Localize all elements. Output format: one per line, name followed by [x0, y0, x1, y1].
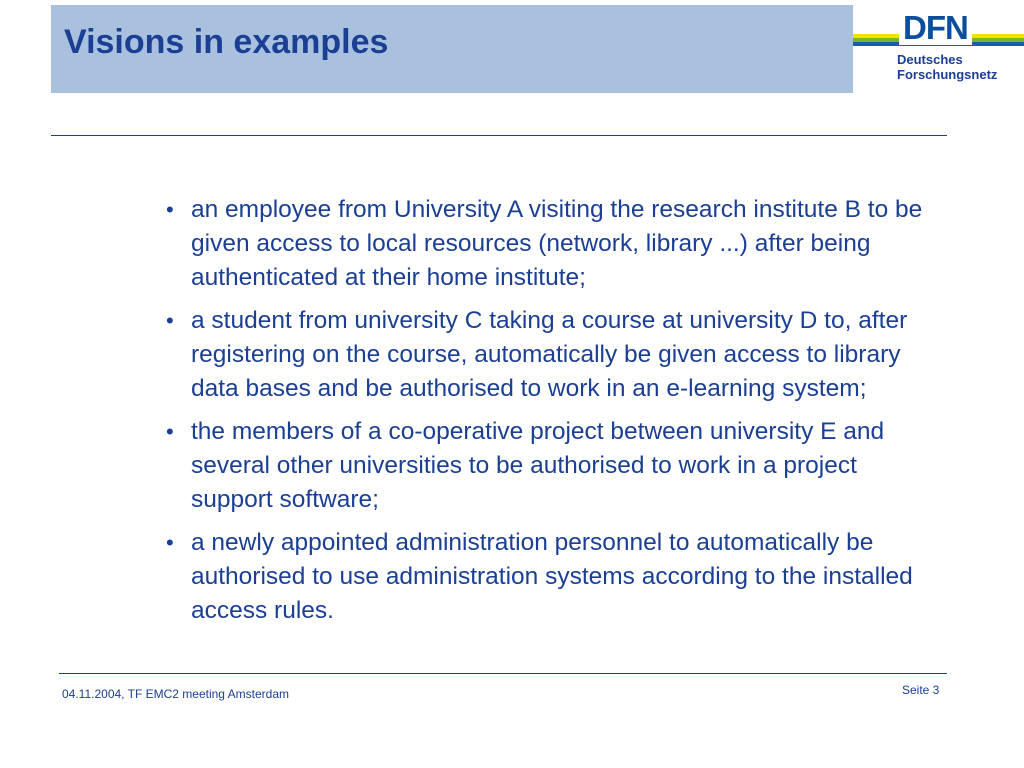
bullet-text: an employee from University A visiting the research institute B to be given access to local resources (network, library ...) after being authenticated at their home institute;: [191, 196, 923, 291]
header-divider: [51, 135, 947, 136]
bullet-marker: •: [166, 530, 174, 555]
bullet-item: [166, 415, 936, 517]
bullet-item: [166, 304, 936, 406]
footer-date-event: 04.11.2004, TF EMC2 meeting Amsterdam: [62, 687, 289, 701]
title-band: [51, 5, 853, 93]
dfn-logo: [853, 8, 1024, 88]
page-number: Seite 3: [902, 683, 940, 697]
bullet-marker: •: [166, 197, 174, 222]
slide-title: Visions in examples: [64, 23, 389, 61]
bullet-list: [166, 193, 936, 637]
bullet-marker: •: [166, 419, 174, 444]
logo-name-line1: Deutsches: [897, 52, 963, 67]
bullet-text: a student from university C taking a course at university D to, after registering on the course, automatically be given access to library data bases and be authorised to work in an e-learning system;: [191, 307, 908, 402]
logo-name: [897, 52, 997, 82]
bullet-text: the members of a co-operative project between university E and several other universities to be authorised to work in a project support software;: [191, 418, 885, 513]
logo-mark: DFN: [899, 11, 972, 45]
footer-divider: [59, 673, 947, 674]
bullet-item: [166, 526, 936, 628]
bullet-text: a newly appointed administration personnel to automatically be authorised to use administration systems according to the installed access rules.: [191, 529, 913, 624]
bullet-item: [166, 193, 936, 295]
bullet-marker: •: [166, 308, 174, 333]
logo-name-line2: Forschungsnetz: [897, 67, 998, 82]
